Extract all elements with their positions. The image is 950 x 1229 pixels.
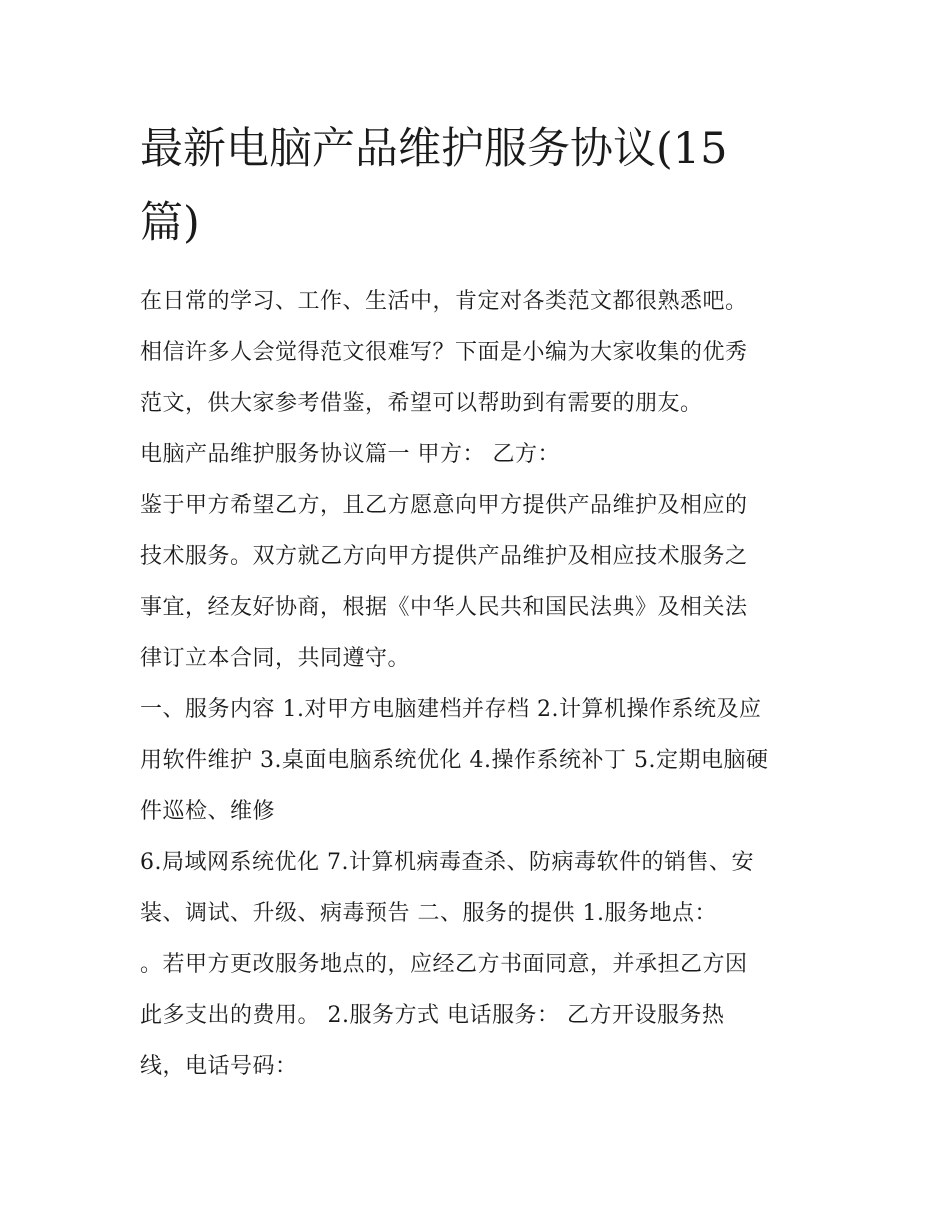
- body-line: 此多支出的费用。 2.服务方式 电话服务： 乙方开设服务热: [140, 1003, 725, 1028]
- body-line: 鉴于甲方希望乙方，且乙方愿意向甲方提供产品维护及相应的: [140, 493, 748, 518]
- title-line: 篇): [140, 198, 200, 248]
- document-body: [140, 276, 830, 1092]
- body-line: 线，电话号码：: [140, 1054, 298, 1079]
- body-line: 件巡检、维修: [140, 799, 276, 824]
- title-line: 最新电脑产品维护服务协议(15: [140, 124, 728, 174]
- body-line: 6.局域网系统优化 7.计算机病毒查杀、防病毒软件的销售、安: [140, 850, 754, 875]
- body-line: 范文，供大家参考借鉴，希望可以帮助到有需要的朋友。: [140, 391, 703, 416]
- body-line: 技术服务。双方就乙方向甲方提供产品维护及相应技术服务之: [140, 544, 748, 569]
- body-line: 装、调试、升级、病毒预告 二、服务的提供 1.服务地点：: [140, 901, 717, 926]
- body-line: 律订立本合同，共同遵守。: [140, 646, 411, 671]
- body-line: 一、服务内容 1.对甲方电脑建档并存档 2.计算机操作系统及应: [140, 697, 762, 722]
- body-line: 用软件维护 3.桌面电脑系统优化 4.操作系统补丁 5.定期电脑硬: [140, 748, 769, 773]
- body-line: 电脑产品维护服务协议篇一 甲方： 乙方：: [140, 442, 560, 467]
- body-line: 事宜，经友好协商，根据《中华人民共和国民法典》及相关法: [140, 595, 748, 620]
- body-line: 。若甲方更改服务地点的，应经乙方书面同意，并承担乙方因: [140, 952, 748, 977]
- body-line: 相信许多人会觉得范文很难写？下面是小编为大家收集的优秀: [140, 340, 748, 365]
- document-title: [140, 112, 820, 260]
- body-line: 在日常的学习、工作、生活中，肯定对各类范文都很熟悉吧。: [140, 289, 748, 314]
